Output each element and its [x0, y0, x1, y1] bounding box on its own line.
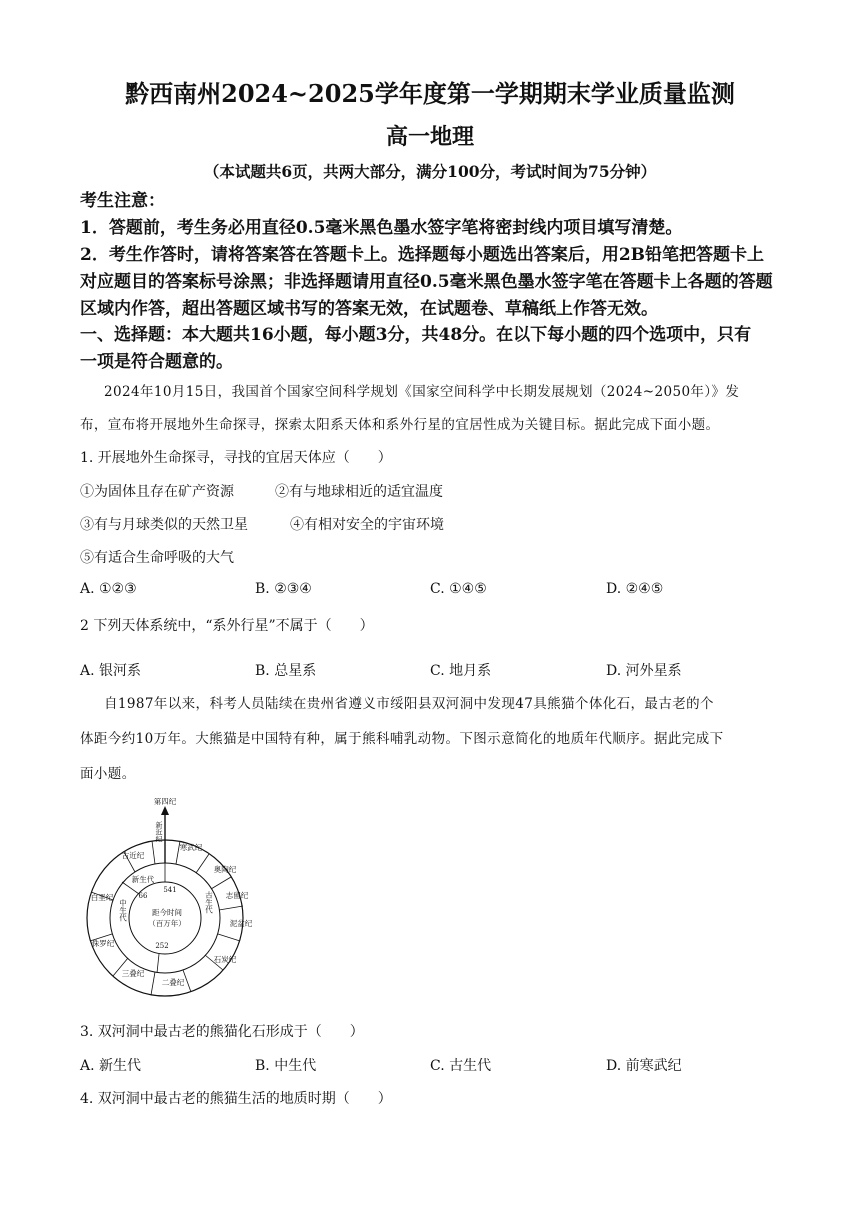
label-silurian: 志留纪	[225, 891, 249, 900]
q3-option-a: A. 新生代	[80, 1058, 142, 1074]
question-4-stem: 4. 双河洞中最古老的熊猫生活的地质时期（ ）	[80, 1091, 392, 1107]
label-permian: 二叠纪	[161, 978, 185, 987]
q1-option-d: D. ②④⑤	[606, 581, 664, 597]
label-252: 252	[155, 942, 169, 950]
q2-option-b: B. 总星系	[255, 663, 317, 679]
notice-line-2b: 对应题目的答案标号涂黑；非选择题请用直径0.5毫米黑色墨水签字笔在答题卡上各题的答题	[80, 272, 773, 292]
q1-statement-4: ④有相对安全的宇宙环境	[290, 517, 444, 533]
label-cenozoic: 新生代	[131, 875, 155, 884]
passage-2-line-3: 面小题。	[80, 766, 136, 782]
notice-line-1: 1．答题前，考生务必用直径0.5毫米黑色墨水签字笔将密封线内项目填写清楚。	[80, 218, 683, 238]
arrow-head-icon	[161, 806, 169, 815]
label-paleozoic: 古生代	[204, 890, 214, 914]
q1-statement-3: ③有与月球类似的天然卫星	[80, 517, 248, 533]
notice-heading: 考生注意：	[80, 191, 165, 211]
question-1-stem: 1. 开展地外生命探寻，寻找的宜居天体应（ ）	[80, 450, 392, 466]
label-cambrian: 寒武纪	[179, 843, 203, 852]
section-heading-line-1: 一、选择题：本大题共16小题，每小题3分，共48分。在以下每小题的四个选项中，只有	[80, 325, 752, 345]
q2-option-d: D. 河外星系	[606, 663, 682, 679]
q3-option-d: D. 前寒武纪	[606, 1058, 682, 1074]
q1-option-c: C. ①④⑤	[430, 581, 487, 597]
label-66: 66	[138, 892, 148, 900]
q1-statement-1: ①为固体且存在矿产资源	[80, 484, 234, 500]
question-3-stem: 3. 双河洞中最古老的熊猫化石形成于（ ）	[80, 1024, 364, 1040]
section-heading-line-2: 一项是符合题意的。	[80, 352, 233, 372]
q3-option-c: C. 古生代	[430, 1058, 492, 1074]
label-jurassic: 侏罗纪	[91, 939, 115, 948]
exam-info: （本试题共6页，共两大部分，满分100分，考试时间为75分钟）	[203, 162, 657, 181]
label-paleogene: 古近纪	[121, 851, 145, 860]
q3-option-b: B. 中生代	[255, 1058, 317, 1074]
label-mesozoic: 中生代	[118, 898, 128, 922]
label-cretaceous: 白垩纪	[90, 893, 114, 902]
label-quaternary: 第四纪	[153, 798, 177, 806]
passage-2-line-1: 自1987年以来，科考人员陆续在贵州省遵义市绥阳县双河洞中发现47具熊猫个体化石，最古老的个	[104, 696, 714, 712]
q1-option-a: A. ①②③	[80, 581, 137, 597]
notice-line-2c: 区域内作答，超出答题区域书写的答案无效，在试题卷、草稿纸上作答无效。	[80, 299, 658, 319]
passage-1-line-2: 布，宣布将开展地外生命探寻，探索太阳系天体和系外行星的宜居性成为关键目标。据此完成下面小题。	[80, 417, 720, 433]
q1-statement-5: ⑤有适合生命呼吸的大气	[80, 550, 234, 566]
passage-2-line-2: 体距今约10万年。大熊猫是中国特有种，属于熊科哺乳动物。下图示意简化的地质年代顺序。据此完成下	[80, 731, 724, 747]
q2-option-c: C. 地月系	[430, 663, 492, 679]
label-541: 541	[163, 886, 177, 894]
label-triassic: 三叠纪	[121, 969, 145, 978]
geologic-time-diagram	[85, 798, 255, 1003]
label-devonian: 泥盆纪	[229, 919, 253, 928]
notice-line-2a: 2．考生作答时，请将答案答在答题卡上。选择题每小题选出答案后，用2B铅笔把答题卡上	[80, 245, 765, 265]
subject-title: 高一地理	[385, 124, 474, 150]
q1-option-b: B. ②③④	[255, 581, 312, 597]
passage-1-line-1: 2024年10月15日，我国首个国家空间科学规划《国家空间科学中长期发展规划（2024~2050年）》发	[104, 384, 740, 400]
label-neogene: 新近纪	[155, 821, 163, 843]
center-label-2: （百万年）	[148, 919, 186, 928]
q1-statement-2: ②有与地球相近的适宜温度	[275, 484, 443, 500]
label-carboniferous: 石炭纪	[213, 955, 237, 964]
center-label-1: 距今时间	[152, 908, 182, 917]
question-2-stem: 2 下列天体系统中，“系外行星”不属于（ ）	[80, 618, 374, 634]
page-title: 黔西南州2024~2025学年度第一学期期末学业质量监测	[125, 79, 735, 108]
label-ordovician: 奥陶纪	[213, 865, 237, 874]
q2-option-a: A. 银河系	[80, 663, 142, 679]
